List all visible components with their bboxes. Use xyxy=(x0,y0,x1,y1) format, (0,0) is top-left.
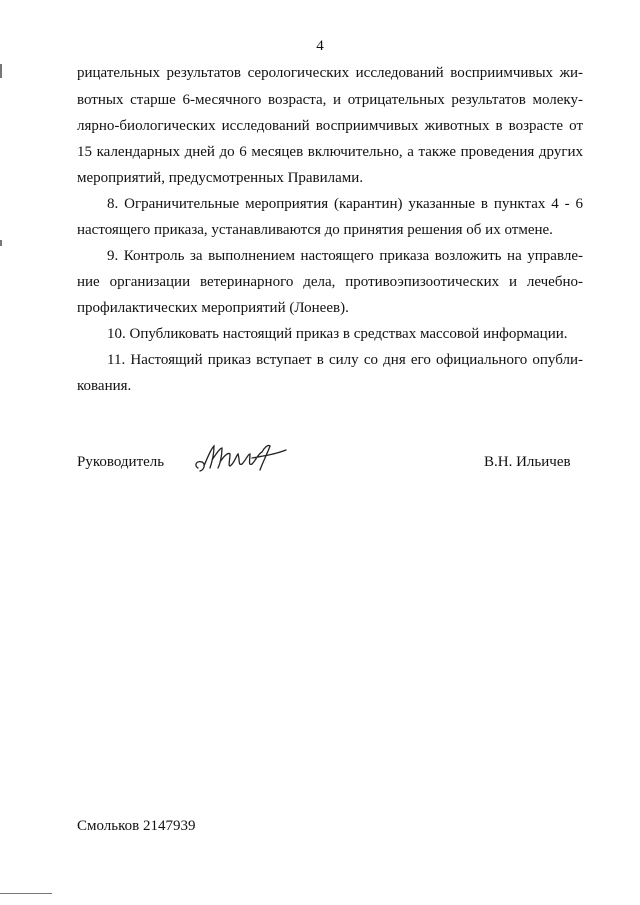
text-line: мероприятий, предусмотренных Правилами. xyxy=(77,170,364,186)
text-line: рицательных результатов серологических исследований восприимчивых жи- xyxy=(77,65,583,81)
text-line: 11. Настоящий приказ вступает в силу со дня его официального опубли- xyxy=(107,352,583,368)
footer-author: Смольков 2147939 xyxy=(77,818,196,834)
text-line: 9. Контроль за выполнением настоящего приказа возложить на управле- xyxy=(107,248,583,264)
scan-mark xyxy=(0,893,52,894)
scan-mark xyxy=(0,240,2,246)
signatory-name: В.Н. Ильичев xyxy=(484,454,571,470)
text-line: 10. Опубликовать настоящий приказ в средствах массовой информации. xyxy=(107,326,568,342)
text-line: ние организации ветеринарного дела, противоэпизоотических и лечебно- xyxy=(77,274,583,290)
text-line: вотных старше 6-месячного возраста, и отрицательных результатов молеку- xyxy=(77,92,583,108)
text-line: 15 календарных дней до 6 месяцев включительно, а также проведения других xyxy=(77,144,583,160)
text-line: кования. xyxy=(77,378,132,394)
handwritten-signature xyxy=(190,436,290,476)
scan-mark xyxy=(0,64,2,78)
text-line: 8. Ограничительные мероприятия (карантин) указанные в пунктах 4 - 6 xyxy=(107,196,583,212)
text-line: настоящего приказа, устанавливаются до принятия решения об их отмене. xyxy=(77,222,553,238)
text-line: лярно-биологических исследований восприимчивых животных в возрасте от xyxy=(77,118,583,134)
page-number: 4 xyxy=(316,38,324,54)
signatory-role: Руководитель xyxy=(77,454,165,470)
text-line: профилактических мероприятий (Лонеев). xyxy=(77,300,349,316)
